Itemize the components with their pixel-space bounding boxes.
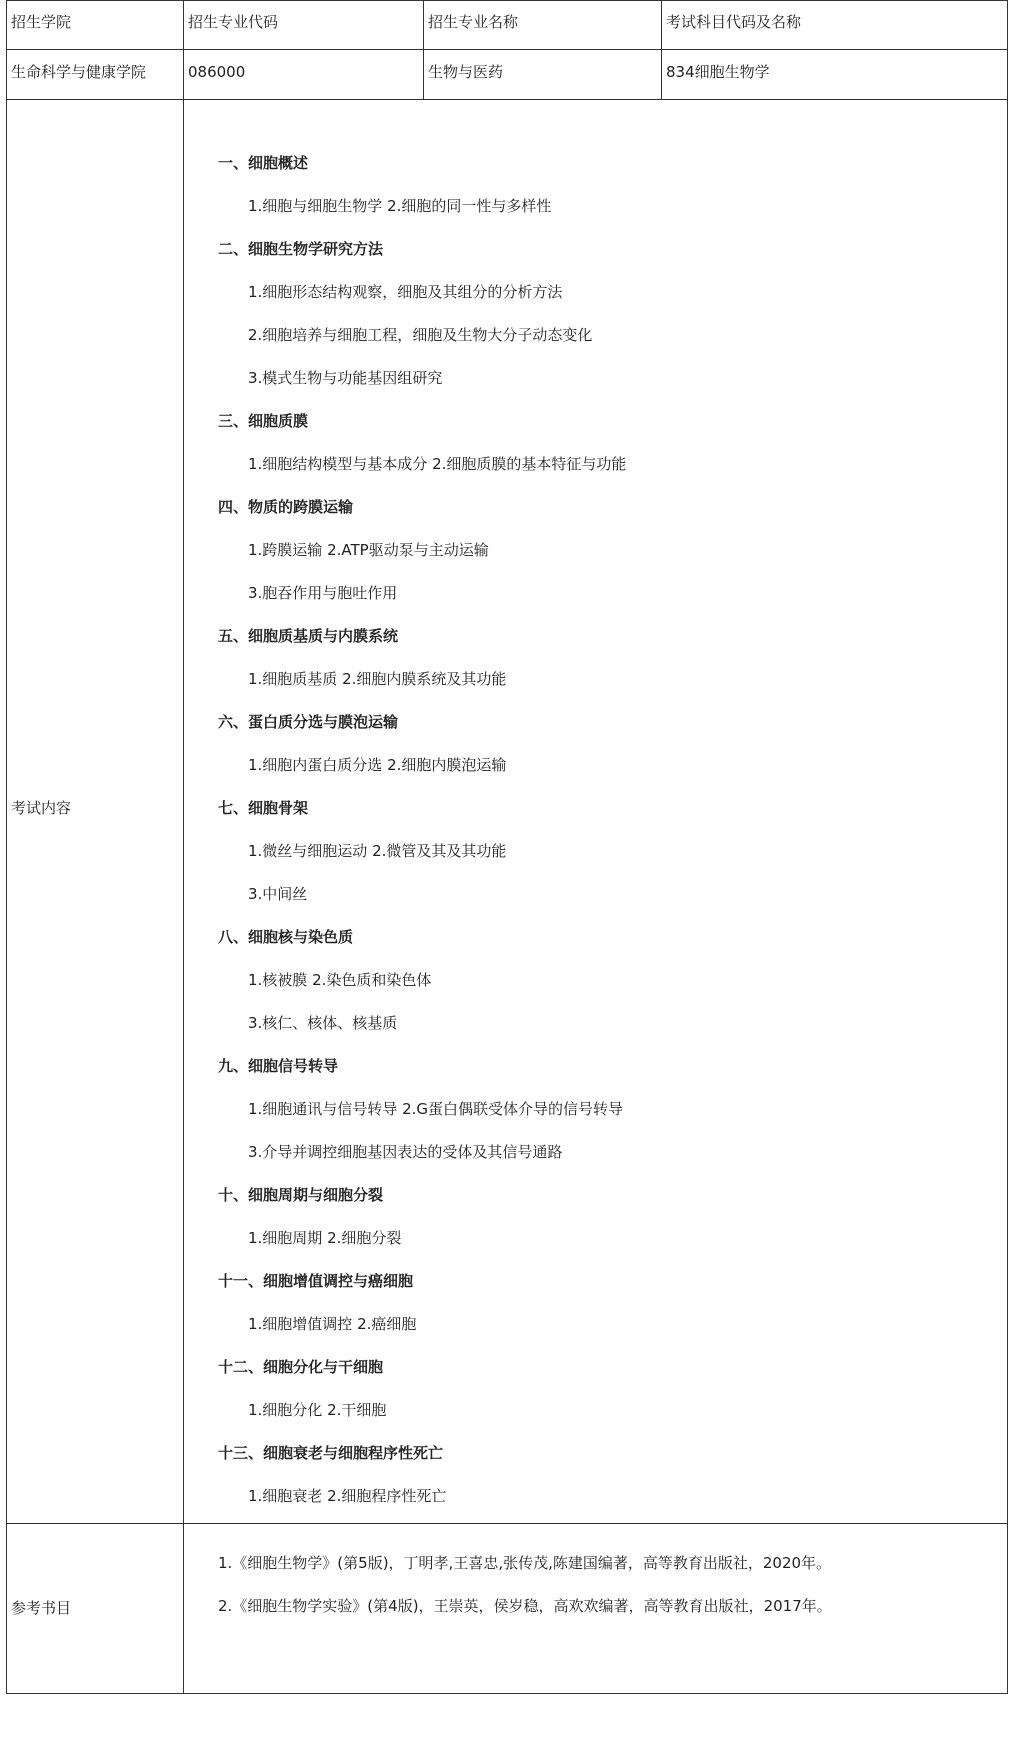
section-title: 四、物质的跨膜运输 (218, 498, 354, 516)
section-item: 1.跨膜运输 2.ATP驱动泵与主动运输 (248, 541, 489, 559)
section-title: 五、细胞质基质与内膜系统 (218, 627, 399, 645)
table-column-divider (423, 0, 424, 100)
content-label: 考试内容 (11, 799, 72, 817)
section-title: 十、细胞周期与细胞分裂 (218, 1186, 384, 1204)
header-major-code: 招生专业代码 (188, 13, 279, 31)
section-title: 八、细胞核与染色质 (218, 928, 354, 946)
section-title: 三、细胞质膜 (218, 412, 309, 430)
section-title: 十二、细胞分化与干细胞 (218, 1358, 384, 1376)
reference-item: 1.《细胞生物学》(第5版)，丁明孝,王喜忠,张传茂,陈建国编著，高等教育出版社，2020年。 (218, 1554, 832, 1572)
section-title: 二、细胞生物学研究方法 (218, 240, 384, 258)
header-college: 招生学院 (11, 13, 72, 31)
table-border-left (6, 0, 7, 1694)
table-row-divider (6, 99, 1008, 100)
table-row-divider (6, 49, 1008, 50)
header-major-name: 招生专业名称 (428, 13, 519, 31)
references-label: 参考书目 (11, 1599, 72, 1617)
table-column-divider (183, 0, 184, 1694)
section-title: 九、细胞信号转导 (218, 1057, 339, 1075)
section-item: 2.细胞培养与细胞工程，细胞及生物大分子动态变化 (248, 326, 593, 344)
table-border-bottom (6, 1693, 1008, 1694)
section-title: 十一、细胞增值调控与癌细胞 (218, 1272, 414, 1290)
section-item: 1.核被膜 2.染色质和染色体 (248, 971, 432, 989)
major-name-value: 生物与医药 (428, 63, 504, 81)
section-item: 1.细胞内蛋白质分选 2.细胞内膜泡运输 (248, 756, 507, 774)
section-item: 3.介导并调控细胞基因表达的受体及其信号通路 (248, 1143, 563, 1161)
section-item: 1.细胞与细胞生物学 2.细胞的同一性与多样性 (248, 197, 552, 215)
section-item: 1.细胞周期 2.细胞分裂 (248, 1229, 402, 1247)
section-title: 一、细胞概述 (218, 154, 309, 172)
college-value: 生命科学与健康学院 (11, 63, 147, 81)
section-item: 1.细胞增值调控 2.癌细胞 (248, 1315, 417, 1333)
section-item: 1.细胞分化 2.干细胞 (248, 1401, 387, 1419)
section-title: 六、蛋白质分选与膜泡运输 (218, 713, 399, 731)
section-item: 1.细胞衰老 2.细胞程序性死亡 (248, 1487, 447, 1505)
header-subject: 考试科目代码及名称 (666, 13, 802, 31)
reference-item: 2.《细胞生物学实验》(第4版)，王崇英，侯岁稳，高欢欢编著，高等教育出版社，2017年。 (218, 1597, 832, 1615)
section-item: 3.核仁、核体、核基质 (248, 1014, 398, 1032)
section-item: 1.细胞通讯与信号转导 2.G蛋白偶联受体介导的信号转导 (248, 1100, 624, 1118)
subject-value: 834细胞生物学 (666, 63, 770, 81)
table-border-top (6, 0, 1008, 1)
major-code-value: 086000 (188, 63, 246, 81)
section-item: 1.细胞结构模型与基本成分 2.细胞质膜的基本特征与功能 (248, 455, 627, 473)
section-title: 十三、细胞衰老与细胞程序性死亡 (218, 1444, 444, 1462)
section-title: 七、细胞骨架 (218, 799, 309, 817)
section-item: 3.模式生物与功能基因组研究 (248, 369, 443, 387)
section-item: 1.细胞形态结构观察，细胞及其组分的分析方法 (248, 283, 563, 301)
section-item: 3.胞吞作用与胞吐作用 (248, 584, 398, 602)
table-border-right (1007, 0, 1008, 1694)
table-row-divider (6, 1523, 1008, 1524)
section-item: 3.中间丝 (248, 885, 308, 903)
section-item: 1.细胞质基质 2.细胞内膜系统及其功能 (248, 670, 507, 688)
section-item: 1.微丝与细胞运动 2.微管及其及其功能 (248, 842, 507, 860)
table-column-divider (661, 0, 662, 100)
